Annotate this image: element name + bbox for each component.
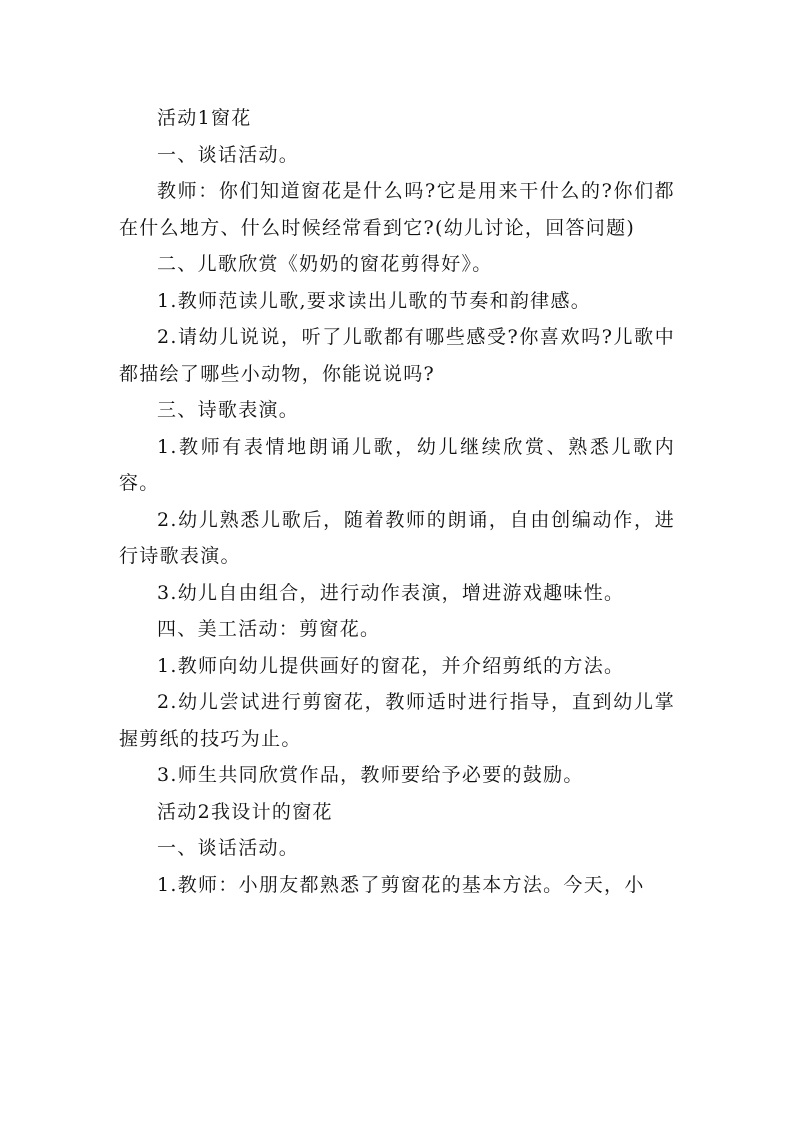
activity-1-heading: 活动1窗花 <box>157 107 252 129</box>
activity-2-heading: 活动2我设计的窗花 <box>157 800 333 823</box>
teacher-question-paragraph: 教师：你们知道窗花是什么吗?它是用来干什么的?你们都在什么地方、什么时候经常看到它?(幼儿讨论，回答问题) <box>119 180 675 239</box>
craft-step-1: 1.教师向幼儿提供画好的窗花，并介绍剪纸的方法。 <box>157 654 625 677</box>
craft-step-2: 2.幼儿尝试进行剪窗花，教师适时进行指导，直到幼儿掌握剪纸的技巧为止。 <box>119 691 675 750</box>
song-step-2: 2.请幼儿说说，听了儿歌都有哪些感受?你喜欢吗?儿歌中都描绘了哪些小动物，你能说说吗? <box>119 326 675 385</box>
poem-step-3: 3.幼儿自由组合，进行动作表演，增进游戏趣味性。 <box>157 581 625 604</box>
section-heading-poem: 三、诗歌表演。 <box>157 399 300 421</box>
section-heading-talk-2: 一、谈话活动。 <box>157 837 300 859</box>
section-heading-talk: 一、谈话活动。 <box>157 143 300 166</box>
poem-step-2: 2.幼儿熟悉儿歌后，随着教师的朗诵，自由创编动作，进行诗歌表演。 <box>119 508 675 567</box>
poem-step-1: 1.教师有表情地朗诵儿歌，幼儿继续欣赏、熟悉儿歌内容。 <box>119 435 675 494</box>
document-body <box>119 100 675 903</box>
activity-2-step-1: 1.教师：小朋友都熟悉了剪窗花的基本方法。今天，小 <box>157 873 645 896</box>
song-step-1: 1.教师范读儿歌,要求读出儿歌的节奏和韵律感。 <box>157 289 592 312</box>
craft-step-3: 3.师生共同欣赏作品，教师要给予必要的鼓励。 <box>157 764 584 786</box>
section-heading-craft: 四、美工活动：剪窗花。 <box>157 618 381 640</box>
section-heading-song: 二、儿歌欣赏《奶奶的窗花剪得好》。 <box>157 253 493 275</box>
